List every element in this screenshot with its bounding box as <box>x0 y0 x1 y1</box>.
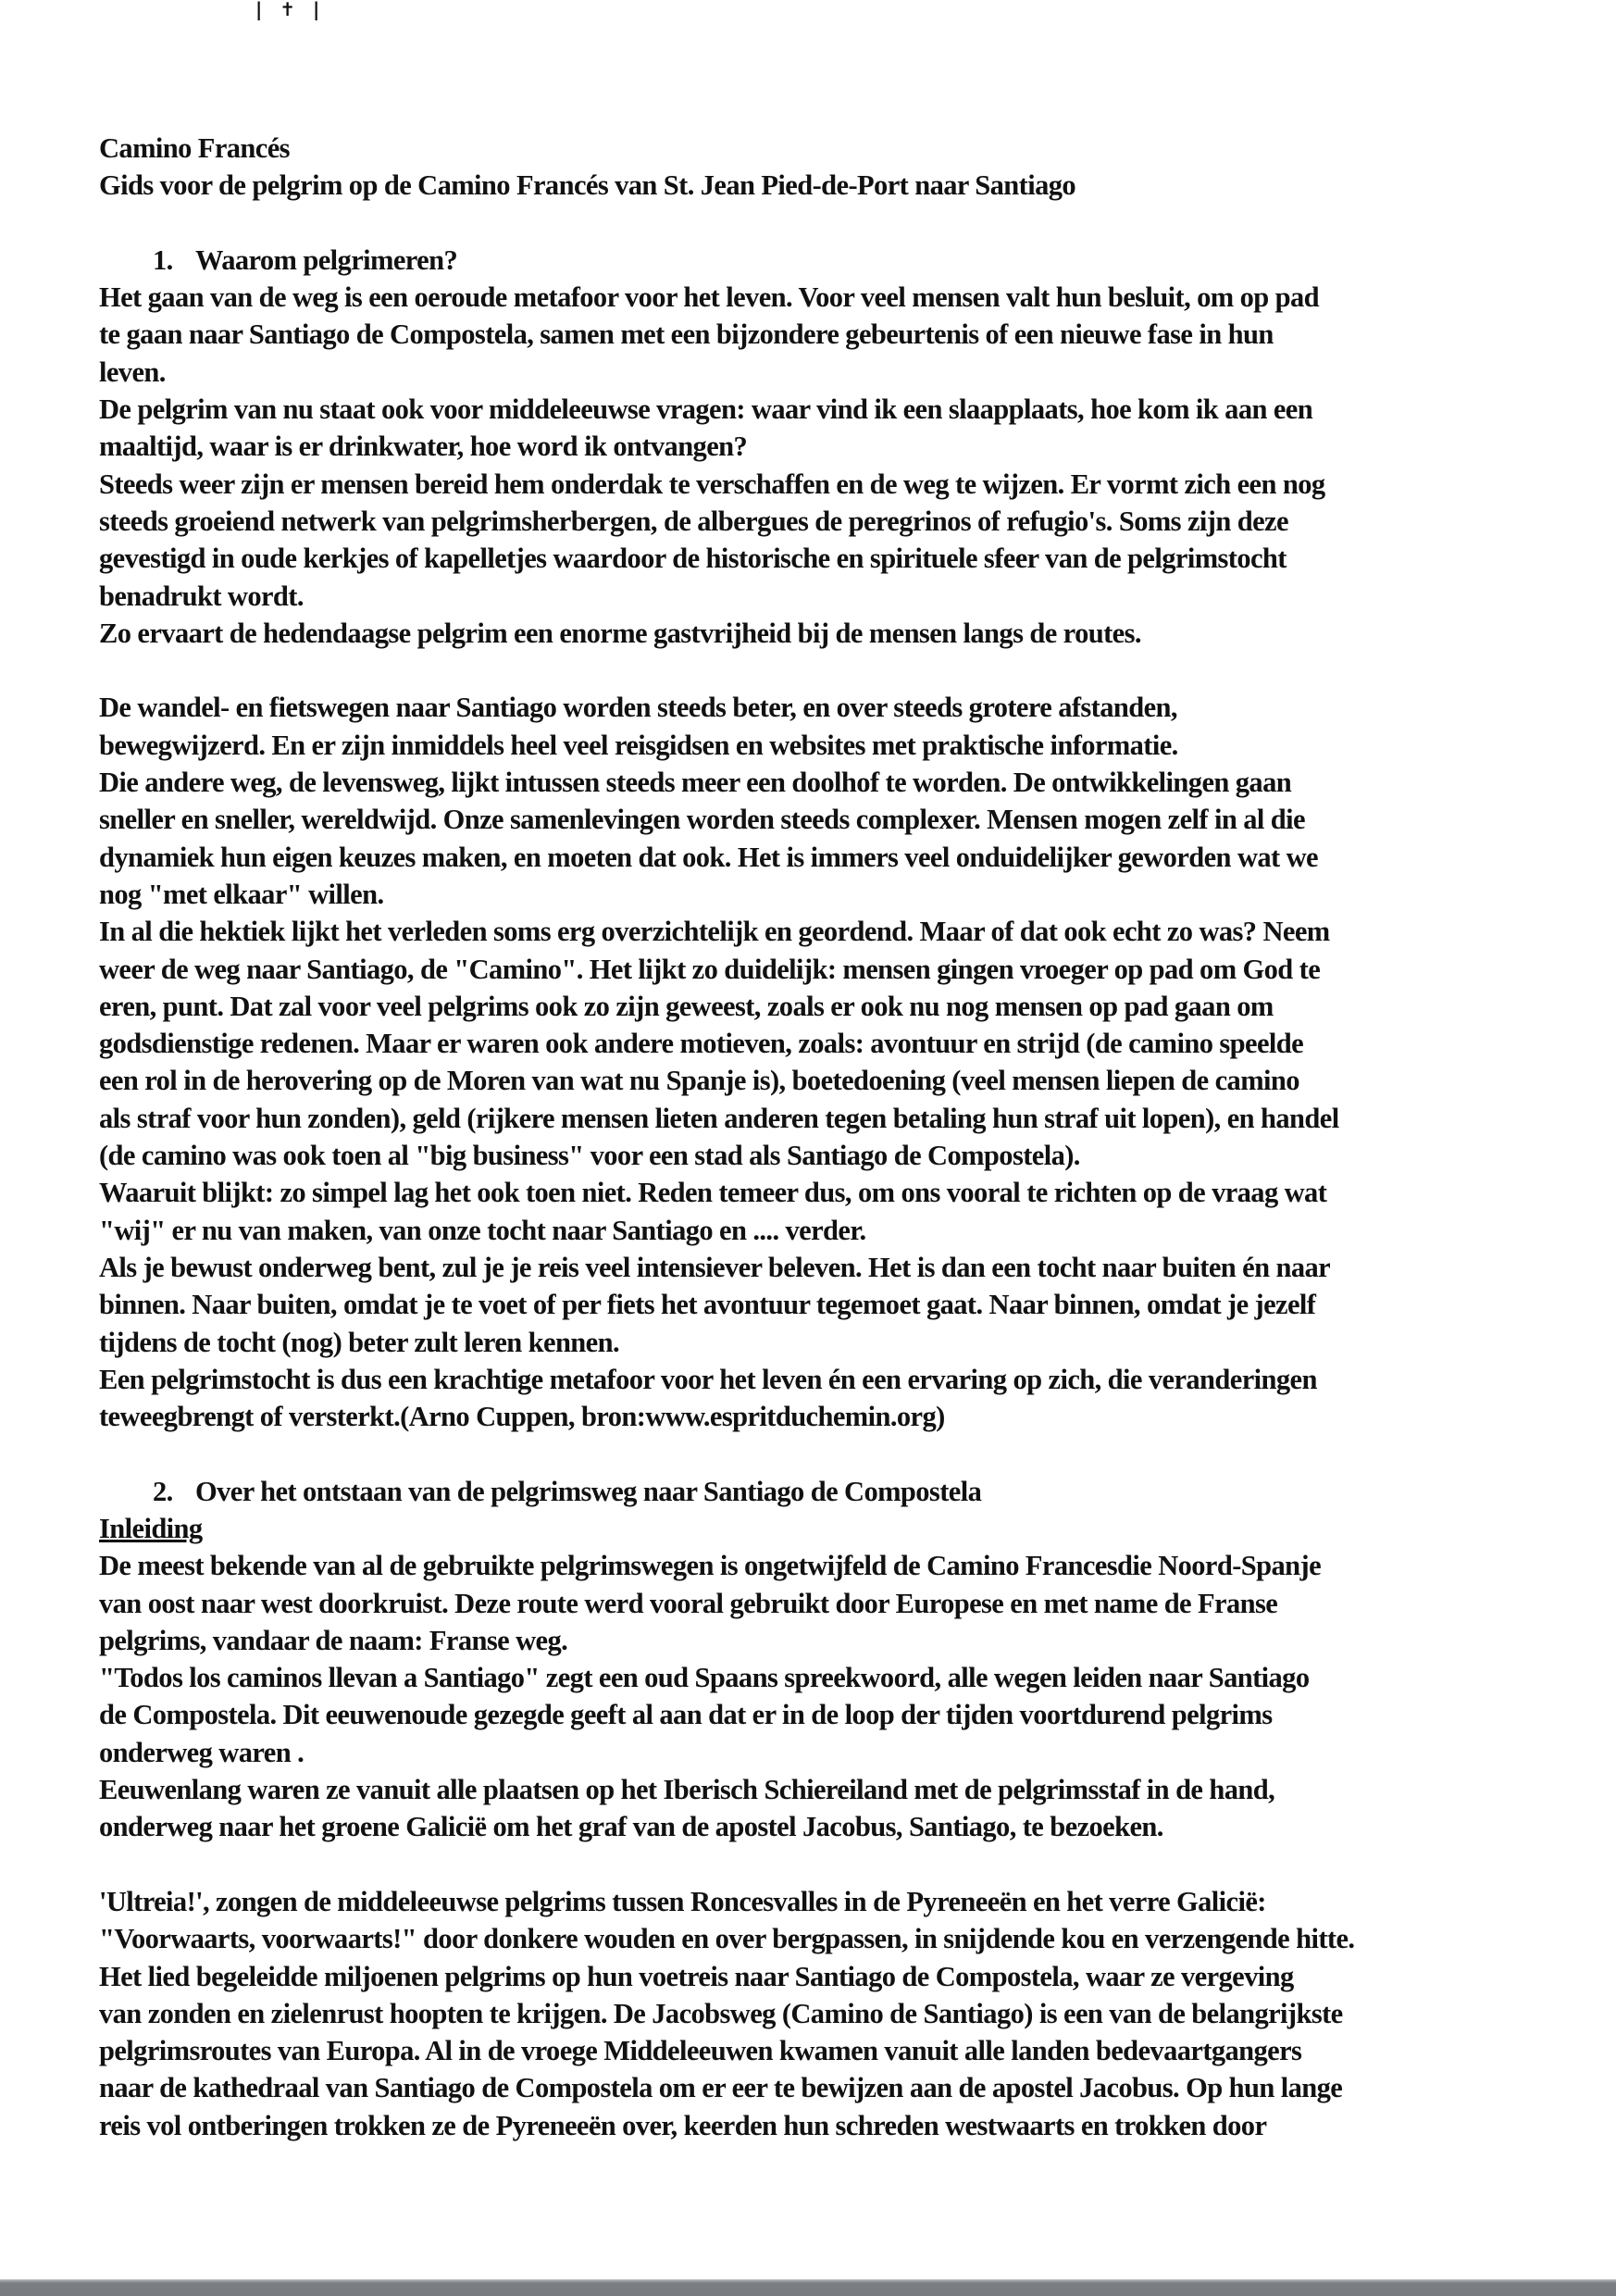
text-line: godsdienstige redenen. Maar er waren ook andere motieven, zoals: avontuur en strijd (de camino speelde <box>99 1028 1304 1060</box>
text-line: naar de kathedraal van Santiago de Compostela om er eer te bewijzen aan de apostel Jacobus. Op hun lange <box>99 2072 1343 2104</box>
text-line: pelgrimsroutes van Europa. Al in de vroege Middeleeuwen kwamen vanuit alle landen bedevaartgangers <box>99 2035 1302 2067</box>
text-line: weer de weg naar Santiago, de "Camino". Het lijkt zo duidelijk: mensen gingen vroeger op pad om God te <box>99 953 1321 985</box>
text-line: "wij" er nu van maken, van onze tocht naar Santiago en .... verder. <box>99 1214 866 1246</box>
text-line: onderweg waren . <box>99 1736 305 1768</box>
blank-line <box>99 652 1524 689</box>
text-line: 'Ultreia!', zongen de middeleeuwse pelgrims tussen Roncesvalles in de Pyreneeën en het verre Galicië: <box>99 1885 1266 1917</box>
section-2-subheading: Inleiding <box>99 1512 203 1544</box>
text-line: binnen. Naar buiten, omdat je te voet of per fiets het avontuur tegemoet gaat. Naar binnen, omdat je jezelf <box>99 1289 1316 1321</box>
text-line: maaltijd, waar is er drinkwater, hoe word ik ontvangen? <box>99 430 748 463</box>
section-1-title: Waarom pelgrimeren? <box>195 243 458 276</box>
section-1-number: 1. <box>153 243 173 276</box>
section-1-body <box>99 279 1524 1435</box>
text-line: tijdens de tocht (nog) beter zult leren kennen. <box>99 1326 619 1358</box>
text-line: Zo ervaart de hedendaagse pelgrim een enorme gastvrijheid bij de mensen langs de routes. <box>99 617 1141 649</box>
text-line: De meest bekende van al de gebruikte pelgrimswegen is ongetwijfeld de Camino Francesdie Noord-Spanje <box>99 1550 1322 1582</box>
text-line: steeds groeiend netwerk van pelgrimsherbergen, de albergues de peregrinos of refugio's. Soms zijn deze <box>99 505 1288 537</box>
text-line: teweegbrengt of versterkt.(Arno Cuppen, bron:www.espritduchemin.org) <box>99 1401 945 1433</box>
section-2-body <box>99 1547 1524 2144</box>
section-2-heading <box>99 1473 1524 1510</box>
text-line: van oost naar west doorkruist. Deze route werd vooral gebruikt door Europese en met name de Franse <box>99 1587 1278 1619</box>
text-line: bewegwijzerd. En er zijn inmiddels heel veel reisgidsen en websites met praktische informatie. <box>99 729 1178 761</box>
text-line: De wandel- en fietswegen naar Santiago worden steeds beter, en over steeds grotere afstanden, <box>99 692 1177 724</box>
text-line: onderweg naar het groene Galicië om het graf van de apostel Jacobus, Santiago, te bezoeken. <box>99 1811 1163 1843</box>
text-line: gevestigd in oude kerkjes of kapelletjes waardoor de historische en spirituele sfeer van de pelgrimstocht <box>99 543 1287 575</box>
text-line: reis vol ontberingen trokken ze de Pyreneeën over, keerden hun schreden westwaarts en trokken door <box>99 2109 1267 2141</box>
blank-line <box>99 1846 1524 1883</box>
text-line: leven. <box>99 356 166 388</box>
text-line: Eeuwenlang waren ze vanuit alle plaatsen op het Iberisch Schiereiland met de pelgrimsstaf in de hand, <box>99 1774 1275 1806</box>
section-2-number: 2. <box>153 1475 173 1507</box>
text-line: De pelgrim van nu staat ook voor middeleeuwse vragen: waar vind ik een slaapplaats, hoe kom ik aan een <box>99 393 1313 426</box>
text-line: Waaruit blijkt: zo simpel lag het ook toen niet. Reden temeer dus, om ons vooral te richten op de vraag wat <box>99 1177 1327 1209</box>
text-line: Die andere weg, de levensweg, lijkt intussen steeds meer een doolhof te worden. De ontwikkelingen gaan <box>99 767 1292 799</box>
text-line: de Compostela. Dit eeuwenoude gezegde geeft al aan dat er in de loop der tijden voortdurend pelgrims <box>99 1699 1273 1731</box>
document-title: Camino Francés <box>99 132 290 164</box>
text-line: dynamiek hun eigen keuzes maken, en moeten dat ook. Het is immers veel onduidelijker geworden wat we <box>99 841 1318 873</box>
text-line: benadrukt wordt. <box>99 580 304 612</box>
text-line: pelgrims, vandaar de naam: Franse weg. <box>99 1624 568 1656</box>
text-line: "Todos los caminos llevan a Santiago" zegt een oud Spaans spreekwoord, alle wegen leiden naar Santiago <box>99 1662 1310 1694</box>
document-subtitle: Gids voor de pelgrim op de Camino Francés van St. Jean Pied-de-Port naar Santiago <box>99 169 1076 202</box>
text-line: van zonden en zielenrust hoopten te krijgen. De Jacobsweg (Camino de Santiago) is een van de belangrijkste <box>99 1997 1343 2029</box>
text-line: nog "met elkaar" willen. <box>99 878 384 910</box>
viewer-bottom-border <box>0 2279 1616 2296</box>
section-2-title: Over het ontstaan van de pelgrimsweg naar Santiago de Compostela <box>195 1475 982 1507</box>
text-line: Het gaan van de weg is een oeroude metafoor voor het leven. Voor veel mensen valt hun besluit, om op pad <box>99 281 1320 314</box>
text-line: een rol in de herovering op de Moren van wat nu Spanje is), boetedoening (veel mensen liepen de camino <box>99 1065 1299 1097</box>
document-body[interactable] <box>99 130 1524 2144</box>
text-line: Steeds weer zijn er mensen bereid hem onderdak te verschaffen en de weg te wijzen. Er vormt zich een nog <box>99 468 1325 500</box>
text-line: Een pelgrimstocht is dus een krachtige metafoor voor het leven én een ervaring op zich, die veranderingen <box>99 1363 1317 1395</box>
text-line: In al die hektiek lijkt het verleden soms erg overzichtelijk en geordend. Maar of dat ook echt zo was? Neem <box>99 916 1330 948</box>
text-line: (de camino was ook toen al "big business" voor een stad als Santiago de Compostela). <box>99 1140 1080 1172</box>
text-line: "Voorwaarts, voorwaarts!" door donkere wouden en over bergpassen, in snijdende kou en verzengende hitte. <box>99 1923 1355 1955</box>
text-line: Het lied begeleidde miljoenen pelgrims op hun voetreis naar Santiago de Compostela, waar ze vergeving <box>99 1960 1294 1992</box>
text-line: als straf voor hun zonden), geld (rijkere mensen lieten anderen tegen betaling hun straf uit lopen), en handel <box>99 1102 1339 1134</box>
text-line: te gaan naar Santiago de Compostela, samen met een bijzondere gebeurtenis of een nieuwe fase in hun <box>99 318 1274 351</box>
section-1-heading <box>99 242 1524 279</box>
text-line: sneller en sneller, wereldwijd. Onze samenlevingen worden steeds complexer. Mensen mogen zelf in al die <box>99 804 1305 836</box>
text-line: Als je bewust onderweg bent, zul je je reis veel intensiever beleven. Het is dan een tocht naar buiten én naar <box>99 1251 1331 1283</box>
text-cursor-marker-icon: | ✝ | <box>255 0 326 20</box>
text-line: eren, punt. Dat zal voor veel pelgrims ook zo zijn geweest, zoals er ook nu nog mensen op pad gaan om <box>99 990 1274 1022</box>
